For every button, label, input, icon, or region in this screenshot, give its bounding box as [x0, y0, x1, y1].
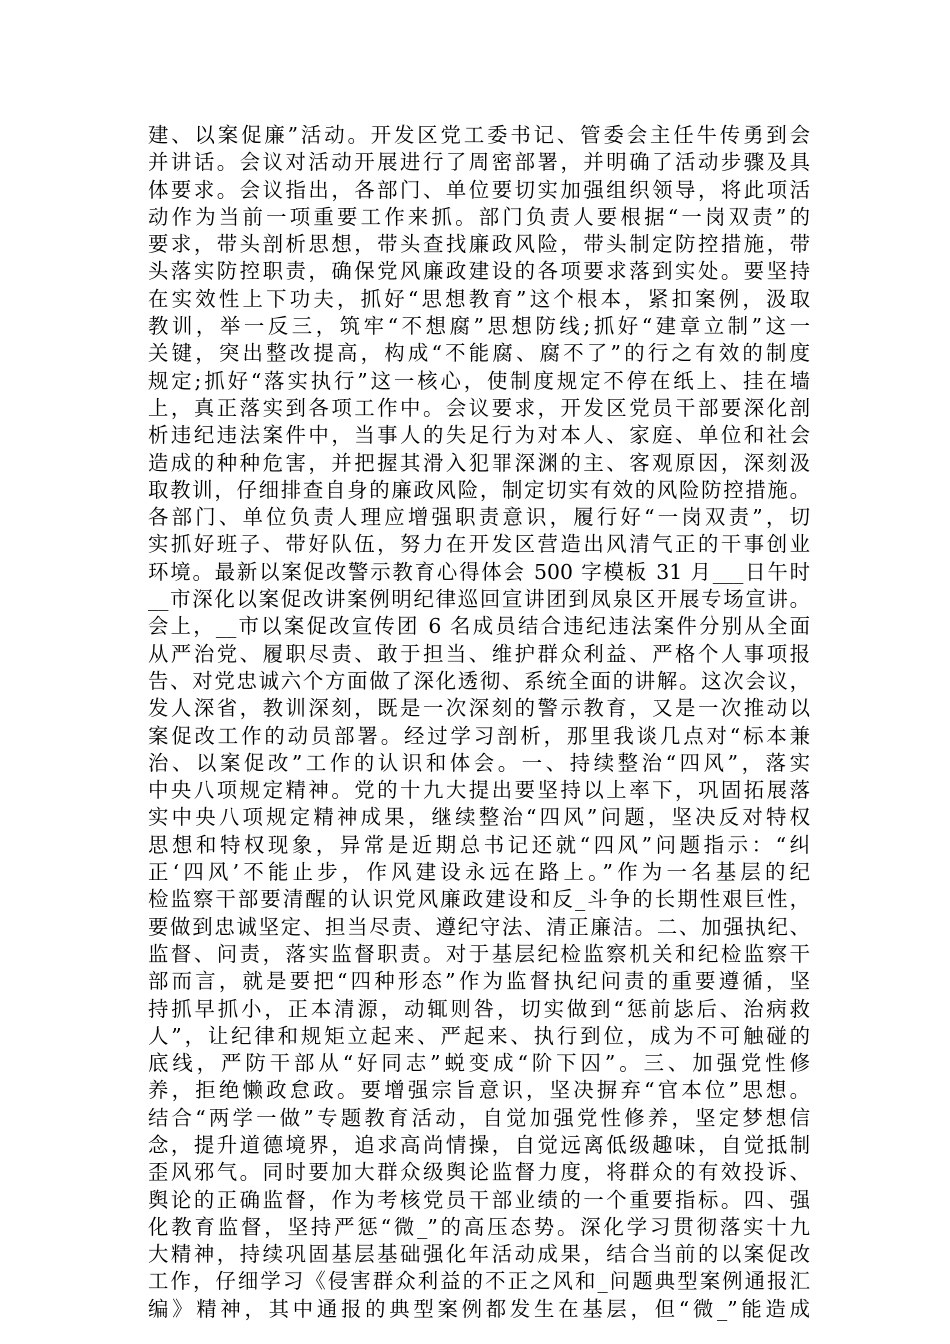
text-line: 检监察干部要清醒的认识党风廉政建设和反_斗争的长期性艰巨性，: [148, 887, 810, 912]
text-line: 大精神，持续巩固基层基础强化年活动成果，结合当前的以案促改: [148, 1242, 810, 1267]
text-line: 编》精神，其中通报的典型案例都发生在基层，但“微_”能造成: [148, 1296, 810, 1321]
text-line: 取教训，仔细排查自身的廉政风险，制定切实有效的风险防控措施。: [148, 477, 810, 502]
text-line: 会上，__市以案促改宣传团 6 名成员结合违纪违法案件分别从全面: [148, 614, 810, 639]
text-line: 思想和特权现象，异常是近期总书记还就“四风”问题指示：“纠: [148, 832, 810, 857]
text-line: 持抓早抓小，正本清源，动辄则咎，切实做到“惩前毖后、治病救: [148, 996, 810, 1021]
text-line: 各部门、单位负责人理应增强职责意识，履行好“一岗双责”，切: [148, 505, 810, 530]
text-line: 正‘四风’不能止步，作风建设永远在路上。”作为一名基层的纪: [148, 860, 810, 885]
text-line: 在实效性上下功夫，抓好“思想教育”这个根本，紧扣案例，汲取: [148, 286, 810, 311]
text-line: 建、以案促廉”活动。开发区党工委书记、管委会主任牛传勇到会: [148, 123, 810, 147]
text-line: __市深化以案促改讲案例明纪律巡回宣讲团到凤泉区开展专场宣讲。: [148, 587, 810, 612]
text-line: 底线，严防干部从“好同志”蜕变成“阶下囚”。三、加强党性修: [148, 1051, 810, 1076]
text-line: 舆论的正确监督，作为考核党员干部业绩的一个重要指标。四、强: [148, 1187, 810, 1212]
text-line: 上，真正落实到各项工作中。会议要求，开发区党员干部要深化剖: [148, 395, 810, 420]
text-line: 化教育监督，坚持严惩“微_”的高压态势。深化学习贯彻落实十九: [148, 1214, 810, 1239]
text-line: 人”，让纪律和规矩立起来、严起来、执行到位，成为不可触碰的: [148, 1023, 810, 1048]
text-line: 案促改工作的动员部署。经过学习剖析，那里我谈几点对“标本兼: [148, 723, 810, 748]
text-line: 头落实防控职责，确保党风廉政建设的各项要求落到实处。要坚持: [148, 259, 810, 284]
text-line: 实抓好班子、带好队伍，努力在开发区营造出风清气正的干事创业: [148, 532, 810, 557]
text-line: 结合“两学一做”专题教育活动，自觉加强党性修养，坚定梦想信: [148, 1105, 810, 1130]
text-line: 工作，仔细学习《侵害群众利益的不正之风和_问题典型案例通报汇: [148, 1269, 810, 1294]
text-line: 要求，带头剖析思想，带头查找廉政风险，带头制定防控措施，带: [148, 232, 810, 257]
text-line: 要做到忠诚坚定、担当尽责、遵纪守法、清正廉洁。二、加强执纪、: [148, 914, 810, 939]
text-line: 养，拒绝懒政怠政。要增强宗旨意识，坚决摒弃“官本位”思想。: [148, 1078, 810, 1103]
text-line: 关键，突出整改提高，构成“不能腐、腐不了”的行之有效的制度: [148, 341, 810, 366]
text-line: 规定;抓好“落实执行”这一核心，使制度规定不停在纸上、挂在墙: [148, 368, 810, 393]
text-line: 部而言，就是要把“四种形态”作为监督执纪问责的重要遵循，坚: [148, 969, 810, 994]
text-line: 并讲话。会议对活动开展进行了周密部署，并明确了活动步骤及具: [148, 150, 810, 175]
text-line: 中央八项规定精神。党的十九大提出要坚持以上率下，巩固拓展落: [148, 778, 810, 803]
text-line: 治、以案促改”工作的认识和体会。一、持续整治“四风”，落实: [148, 750, 810, 775]
text-line: 造成的种种危害，并把握其滑入犯罪深渊的主、客观原因，深刻汲: [148, 450, 810, 475]
text-line: 体要求。会议指出，各部门、单位要切实加强组织领导，将此项活: [148, 177, 810, 202]
text-line: 告、对党忠诚六个方面做了深化透彻、系统全面的讲解。这次会议，: [148, 668, 810, 693]
text-line: 念，提升道德境界，追求高尚情操，自觉远离低级趣味，自觉抵制: [148, 1132, 810, 1157]
text-line: 监督、问责，落实监督职责。对于基层纪检监察机关和纪检监察干: [148, 941, 810, 966]
text-line: 环境。最新以案促改警示教育心得体会 500 字模板 31 月___日午时: [148, 559, 810, 584]
text-line: 析违纪违法案件中，当事人的失足行为对本人、家庭、单位和社会: [148, 423, 810, 448]
text-line: 歪风邪气。同时要加大群众级舆论监督力度，将群众的有效投诉、: [148, 1160, 810, 1185]
text-line: 动作为当前一项重要工作来抓。部门负责人要根据“一岗双责”的: [148, 204, 810, 229]
text-line: 从严治党、履职尽责、敢于担当、维护群众利益、严格个人事项报: [148, 641, 810, 666]
text-line: 实中央八项规定精神成果，继续整治“四风”问题，坚决反对特权: [148, 805, 810, 830]
text-line: 教训，举一反三，筑牢“不想腐”思想防线;抓好“建章立制”这一: [148, 314, 810, 339]
document-body: [148, 122, 810, 1323]
text-line: 发人深省，教训深刻，既是一次深刻的警示教育，又是一次推动以: [148, 696, 810, 721]
